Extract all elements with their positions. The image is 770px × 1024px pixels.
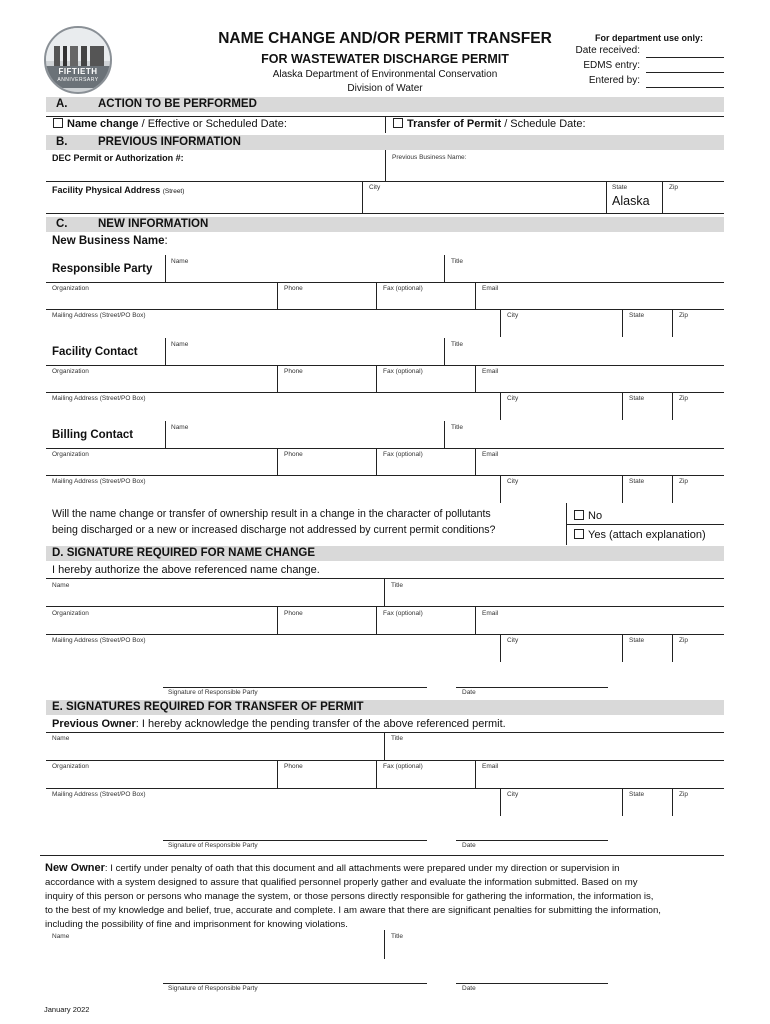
skyline-icon — [54, 46, 104, 66]
bc-email-label: Email — [482, 451, 499, 458]
responsible-party-label: Responsible Party — [52, 263, 153, 275]
section-c-title: NEW INFORMATION — [98, 218, 209, 230]
previous-owner-statement: Previous Owner: I hereby acknowledge the pending transfer of the above referenced permit. — [52, 718, 506, 730]
section-b-title: PREVIOUS INFORMATION — [98, 136, 241, 148]
e-prev-signature-line[interactable] — [163, 840, 427, 841]
e-new-date-line[interactable] — [456, 983, 608, 984]
fc-city-label: City — [507, 395, 519, 402]
e-prev-signature-label: Signature of Responsible Party — [168, 842, 258, 849]
section-a-letter: A. — [56, 98, 68, 110]
yes-option[interactable]: Yes (attach explanation) — [574, 529, 706, 541]
form-title: NAME CHANGE AND/OR PERMIT TRANSFER — [218, 30, 552, 47]
bc-org-label: Organization — [52, 451, 89, 458]
fc-title-label: Title — [451, 341, 464, 348]
edms-entry-label: EDMS entry: — [583, 60, 640, 71]
e-new-date-label: Date — [462, 985, 476, 992]
e-prev-name-label: Name — [52, 735, 70, 742]
rp-org-label: Organization — [52, 285, 89, 292]
billing-contact-label: Billing Contact — [52, 429, 134, 441]
entered-by-label: Entered by: — [588, 75, 640, 86]
name-change-option[interactable]: Name change / Effective or Scheduled Date: — [53, 118, 287, 130]
d-state-label: State — [629, 637, 645, 644]
e-new-signature-line[interactable] — [163, 983, 427, 984]
e-new-signature-label: Signature of Responsible Party — [168, 985, 258, 992]
date-received-label: Date received: — [575, 45, 640, 56]
d-fax-label: Fax (optional) — [383, 610, 423, 617]
section-a-header — [46, 97, 724, 112]
no-option[interactable]: No — [574, 510, 602, 522]
d-name-label: Name — [52, 582, 70, 589]
footer-date: January 2022 — [44, 1005, 90, 1014]
e-prev-org-label: Organization — [52, 763, 89, 770]
d-signature-line[interactable] — [163, 687, 427, 688]
facility-address-label: Facility Physical Address (Street) — [52, 185, 185, 195]
transfer-option[interactable]: Transfer of Permit / Schedule Date: — [393, 118, 586, 130]
e-prev-state-label: State — [629, 791, 645, 798]
rp-name-label: Name — [171, 258, 189, 265]
rp-state-label: State — [629, 312, 645, 319]
dept-use-heading: For department use only: — [595, 33, 704, 43]
new-owner-certification: New Owner: I certify under penalty of oath that this document and all attachments were prepared under my direction or supervision in accordance with a system designed to assure that qualified personnel properly gather and evaluate the information submitted. Based on my inquiry of this person or persons who manage the system, or those persons directly responsible for gathering the information, the information is, to the best of my knowledge and belief, true, accurate and complete. I am aware that there are significant penalties for submitting the information, including the possibility of fine and imprisonment for knowing violations. — [45, 862, 661, 930]
bc-title-label: Title — [451, 424, 464, 431]
name-change-checkbox[interactable] — [53, 118, 63, 128]
rp-email-label: Email — [482, 285, 499, 292]
section-c-letter: C. — [56, 218, 68, 230]
section-c-header — [46, 217, 724, 232]
d-city-label: City — [507, 637, 519, 644]
section-a-title: ACTION TO BE PERFORMED — [98, 98, 257, 110]
section-b-letter: B. — [56, 136, 68, 148]
e-prev-city-label: City — [507, 791, 519, 798]
entered-by-field[interactable] — [646, 87, 724, 88]
fc-phone-label: Phone — [284, 368, 303, 375]
dec-logo — [44, 26, 112, 94]
d-email-label: Email — [482, 610, 499, 617]
facility-zip-label: Zip — [669, 184, 679, 191]
new-business-name-label: New Business Name: — [52, 235, 168, 247]
agency-name: Alaska Department of Environmental Conservation — [272, 69, 498, 80]
d-mailing-label: Mailing Address (Street/PO Box) — [52, 637, 146, 644]
d-signature-label: Signature of Responsible Party — [168, 689, 258, 696]
logo-line2: ANNIVERSARY — [57, 77, 99, 83]
form-subtitle: FOR WASTEWATER DISCHARGE PERMIT — [261, 52, 509, 66]
bc-name-label: Name — [171, 424, 189, 431]
d-zip-label: Zip — [679, 637, 689, 644]
fc-email-label: Email — [482, 368, 499, 375]
authorize-statement: I hereby authorize the above referenced name change. — [52, 564, 320, 576]
bc-city-label: City — [507, 478, 519, 485]
fc-mailing-label: Mailing Address (Street/PO Box) — [52, 395, 146, 402]
facility-city-label: City — [369, 184, 381, 191]
e-new-title-label: Title — [391, 933, 404, 940]
yes-checkbox[interactable] — [574, 529, 584, 539]
rp-title-label: Title — [451, 258, 464, 265]
e-prev-fax-label: Fax (optional) — [383, 763, 423, 770]
fc-zip-label: Zip — [679, 395, 689, 402]
section-e-title: E. SIGNATURES REQUIRED FOR TRANSFER OF PERMIT — [52, 701, 364, 713]
rp-zip-label: Zip — [679, 312, 689, 319]
e-new-name-label: Name — [52, 933, 70, 940]
rp-city-label: City — [507, 312, 519, 319]
rp-fax-label: Fax (optional) — [383, 285, 423, 292]
fc-state-label: State — [629, 395, 645, 402]
section-d-header — [46, 546, 724, 561]
e-prev-email-label: Email — [482, 763, 499, 770]
division-name: Division of Water — [347, 83, 423, 94]
rp-mailing-label: Mailing Address (Street/PO Box) — [52, 312, 146, 319]
d-phone-label: Phone — [284, 610, 303, 617]
d-date-line[interactable] — [456, 687, 608, 688]
rp-phone-label: Phone — [284, 285, 303, 292]
section-d-title: D. SIGNATURE REQUIRED FOR NAME CHANGE — [52, 547, 316, 559]
date-received-field[interactable] — [646, 57, 724, 58]
bc-fax-label: Fax (optional) — [383, 451, 423, 458]
fc-org-label: Organization — [52, 368, 89, 375]
e-prev-date-label: Date — [462, 842, 476, 849]
bc-state-label: State — [629, 478, 645, 485]
section-b-header — [46, 135, 724, 150]
fc-fax-label: Fax (optional) — [383, 368, 423, 375]
question-line2: being discharged or a new or increased discharge not addressed by current permit conditions? — [52, 524, 496, 536]
facility-state-value[interactable]: Alaska — [612, 194, 650, 208]
transfer-checkbox[interactable] — [393, 118, 403, 128]
bc-zip-label: Zip — [679, 478, 689, 485]
e-prev-date-line[interactable] — [456, 840, 608, 841]
question-line1: Will the name change or transfer of ownership result in a change in the character of pollutants — [52, 508, 491, 520]
permit-number-label: DEC Permit or Authorization #: — [52, 153, 184, 163]
e-prev-phone-label: Phone — [284, 763, 303, 770]
fc-name-label: Name — [171, 341, 189, 348]
d-date-label: Date — [462, 689, 476, 696]
no-checkbox[interactable] — [574, 510, 584, 520]
facility-contact-label: Facility Contact — [52, 346, 138, 358]
e-prev-zip-label: Zip — [679, 791, 689, 798]
e-prev-title-label: Title — [391, 735, 404, 742]
previous-business-label: Previous Business Name: — [392, 154, 467, 161]
edms-entry-field[interactable] — [646, 72, 724, 73]
bc-phone-label: Phone — [284, 451, 303, 458]
bc-mailing-label: Mailing Address (Street/PO Box) — [52, 478, 146, 485]
section-e-header — [46, 700, 724, 715]
d-title-label: Title — [391, 582, 404, 589]
d-org-label: Organization — [52, 610, 89, 617]
e-prev-mailing-label: Mailing Address (Street/PO Box) — [52, 791, 146, 798]
facility-state-label: State — [612, 184, 628, 191]
logo-line1: FIFTIETH — [58, 67, 98, 76]
